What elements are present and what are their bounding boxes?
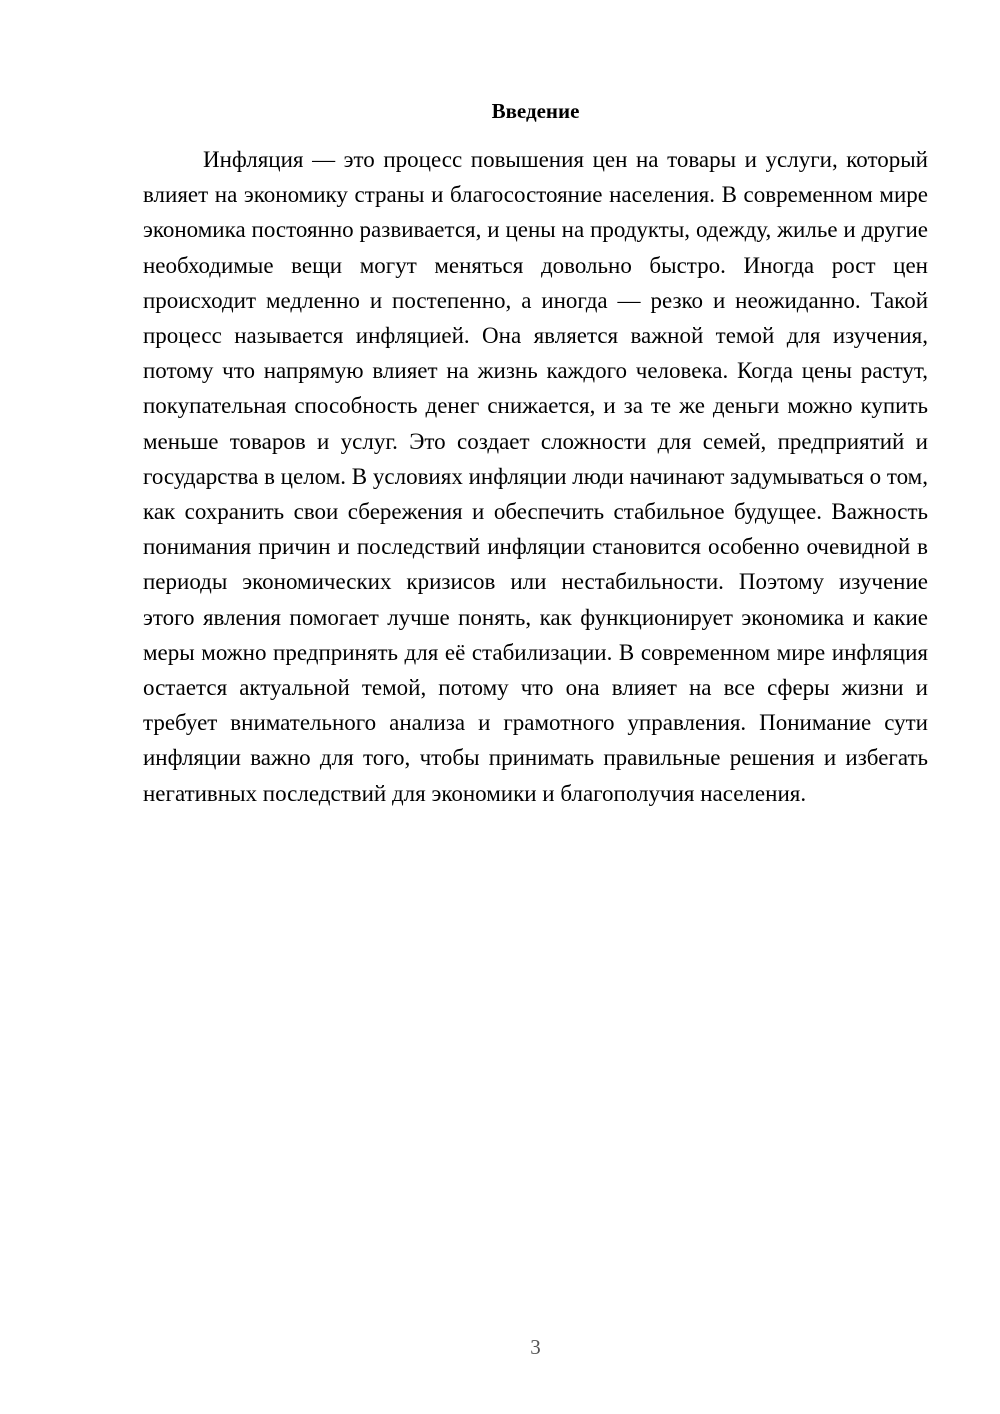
body-paragraph: Инфляция — это процесс повышения цен на товары и услуги, который влияет на экономику страны и благосостояние населения. В современном мире экономика постоянно развивается, и цены на продукты, одежду, жилье и другие необходимые вещи могут меняться довольно быстро. Иногда рост цен происходит медленно и постепенно, а иногда — резко и неожиданно. Такой процесс называется инфляцией. Она является важной темой для изучения, потому что напрямую влияет на жизнь каждого человека. Когда цены растут, покупательная способность денег снижается, и за те же деньги можно купить меньше товаров и услуг. Это создает сложности для семей, предприятий и государства в целом. В условиях инфляции люди начинают задумываться о том, как сохранить свои сбережения и обеспечить стабильное будущее. Важность понимания причин и последствий инфляции становится особенно очевидной в периоды экономических кризисов или нестабильности. Поэтому изучение этого явления помогает лучше понять, как функционирует экономика и какие меры можно предпринять для её стабилизации. В современном мире инфляция остается актуальной темой, потому что она влияет на все сферы жизни и требует внимательного анализа и грамотного управления. Понимание сути инфляции важно для того, чтобы принимать правильные решения и избегать негативных последствий для экономики и благополучия населения. — [143, 147, 928, 806]
page-number: 3 — [530, 1335, 541, 1359]
section-heading: Введение — [491, 99, 580, 123]
